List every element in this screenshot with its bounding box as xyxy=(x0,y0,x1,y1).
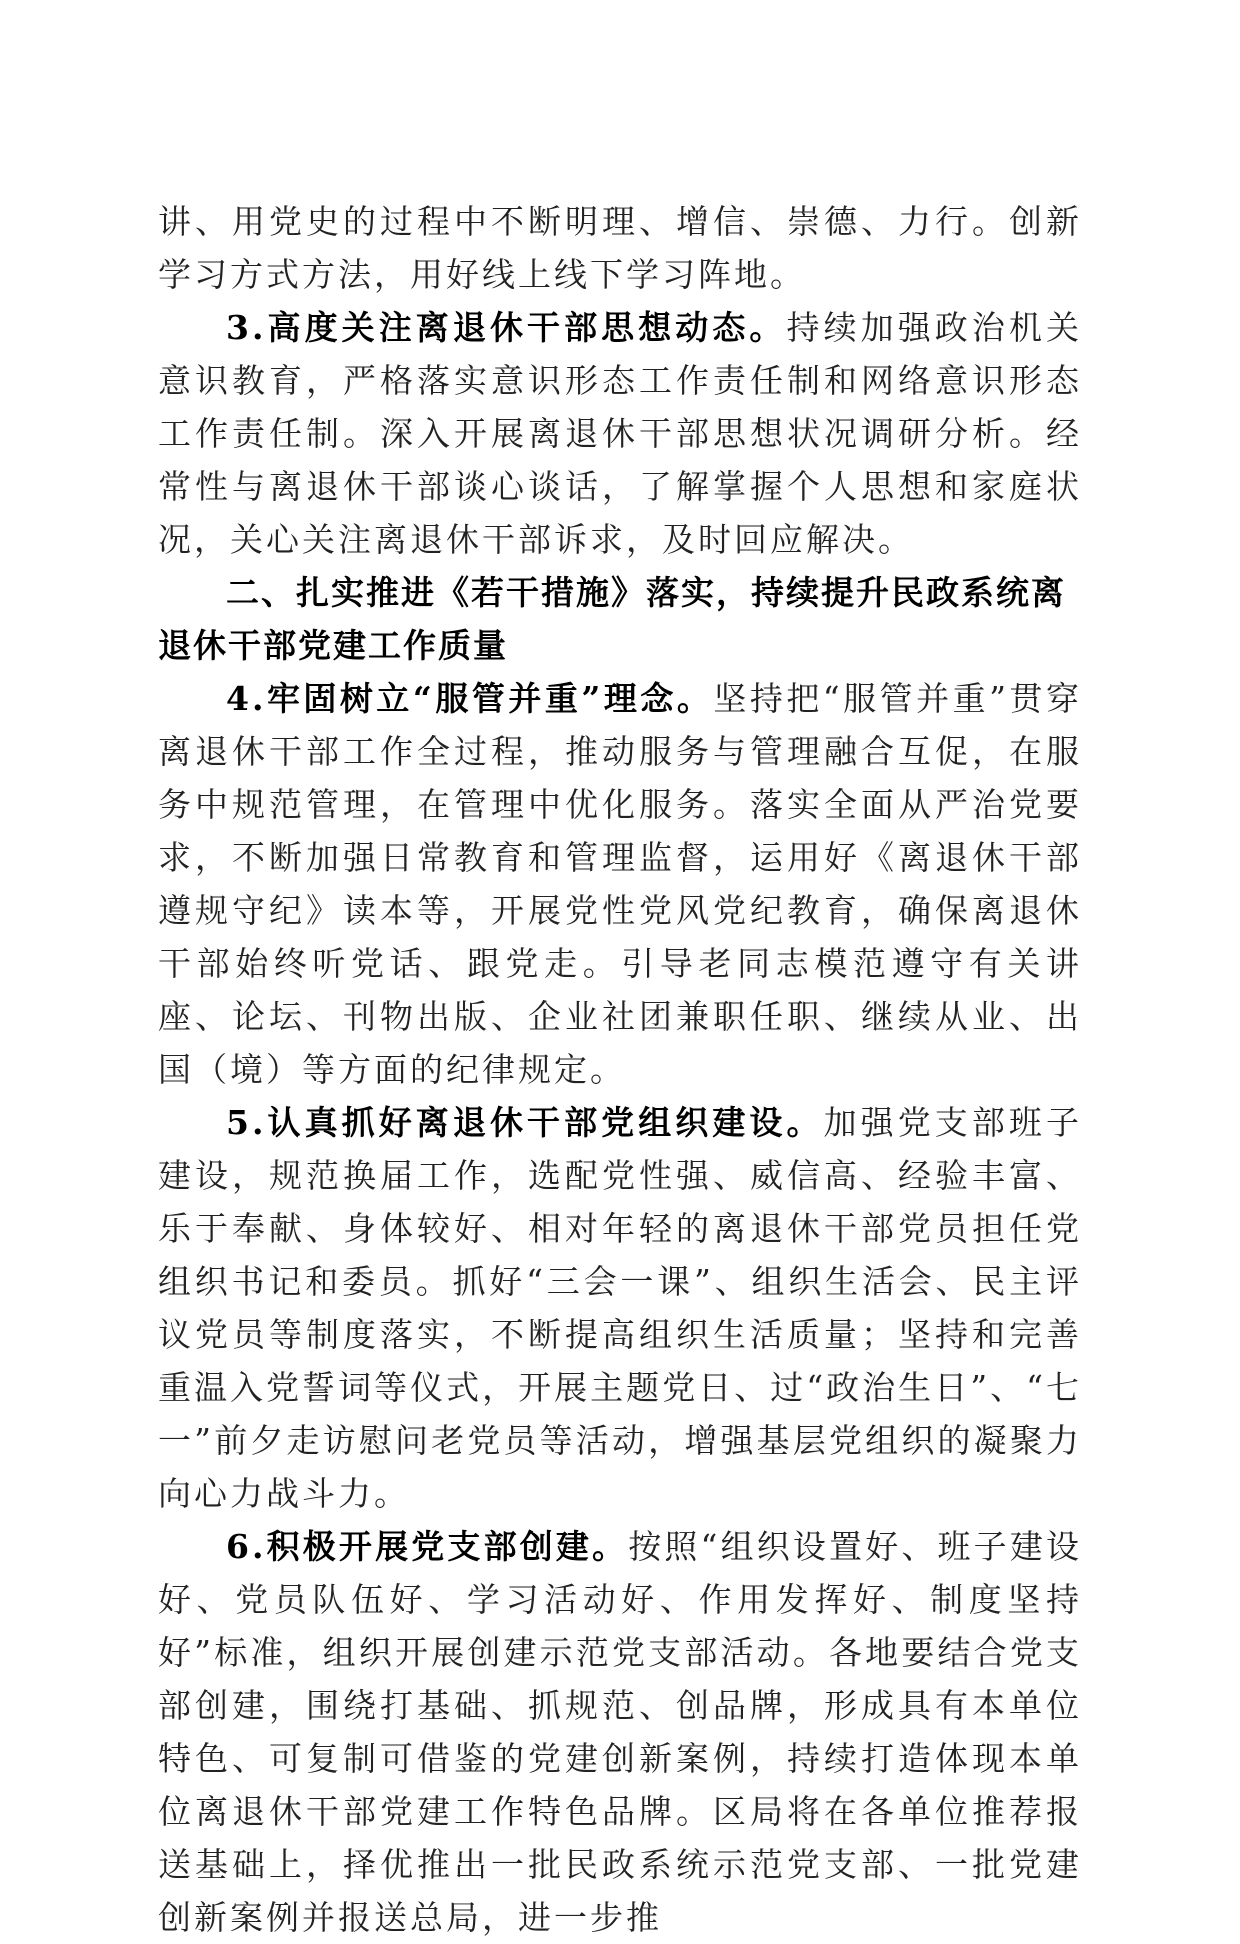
item-3-body: 持续加强政治机关意识教育，严格落实意识形态工作责任制和网络意识形态工作责任制。深入开展离退休干部思想状况调研分析。经常性与离退休干部谈心谈话，了解掌握个人思想和家庭状况，关心关注离退休干部诉求，及时回应解决。 xyxy=(158,308,1083,559)
section-2-heading: 二、扎实推进《若干措施》落实，持续提升民政系统离退休干部党建工作质量 xyxy=(158,573,1066,665)
item-4-heading: 4.牢固树立“服管并重”理念。 xyxy=(226,679,714,718)
paragraph-item-5 xyxy=(158,1096,1082,1520)
item-3-heading: 3.高度关注离退休干部思想动态。 xyxy=(226,308,787,347)
paragraph-item-6 xyxy=(158,1520,1082,1944)
item-4-body: 坚持把“服管并重”贯穿离退休干部工作全过程，推动服务与管理融合互促，在服务中规范管理，在管理中优化服务。落实全面从严治党要求，不断加强日常教育和管理监督，运用好《离退休干部遵规守纪》读本等，开展党性党风党纪教育，确保离退休干部始终听党话、跟党走。引导老同志模范遵守有关讲座、论坛、刊物出版、企业社团兼职任职、继续从业、出国（境）等方面的纪律规定。 xyxy=(158,679,1082,1089)
paragraph-item-4 xyxy=(158,672,1082,1096)
item-5-heading: 5.认真抓好离退休干部党组织建设。 xyxy=(226,1103,824,1142)
item-6-heading: 6.积极开展党支部创建。 xyxy=(226,1527,629,1566)
item-6-body: 按照“组织设置好、班子建设好、党员队伍好、学习活动好、作用发挥好、制度坚持好”标准，组织开展创建示范党支部活动。各地要结合党支部创建，围绕打基础、抓规范、创品牌，形成具有本单位特色、可复制可借鉴的党建创新案例，持续打造体现本单位离退休干部党建工作特色品牌。区局将在各单位推荐报送基础上，择优推出一批民政系统示范党支部、一批党建创新案例并报送总局，进一步推 xyxy=(158,1527,1083,1937)
paragraph-continuation xyxy=(158,195,1082,301)
paragraph-body: 讲、用党史的过程中不断明理、增信、崇德、力行。创新学习方式方法，用好线上线下学习阵地。 xyxy=(158,202,1082,294)
paragraph-item-3 xyxy=(158,301,1082,566)
item-5-body: 加强党支部班子建设，规范换届工作，选配党性强、威信高、经验丰富、乐于奉献、身体较好、相对年轻的离退休干部党员担任党组织书记和委员。抓好“三会一课”、组织生活会、民主评议党员等制度落实，不断提高组织生活质量；坚持和完善重温入党誓词等仪式，开展主题党日、过“政治生日”、“七一”前夕走访慰问老党员等活动，增强基层党组织的凝聚力向心力战斗力。 xyxy=(158,1103,1082,1513)
